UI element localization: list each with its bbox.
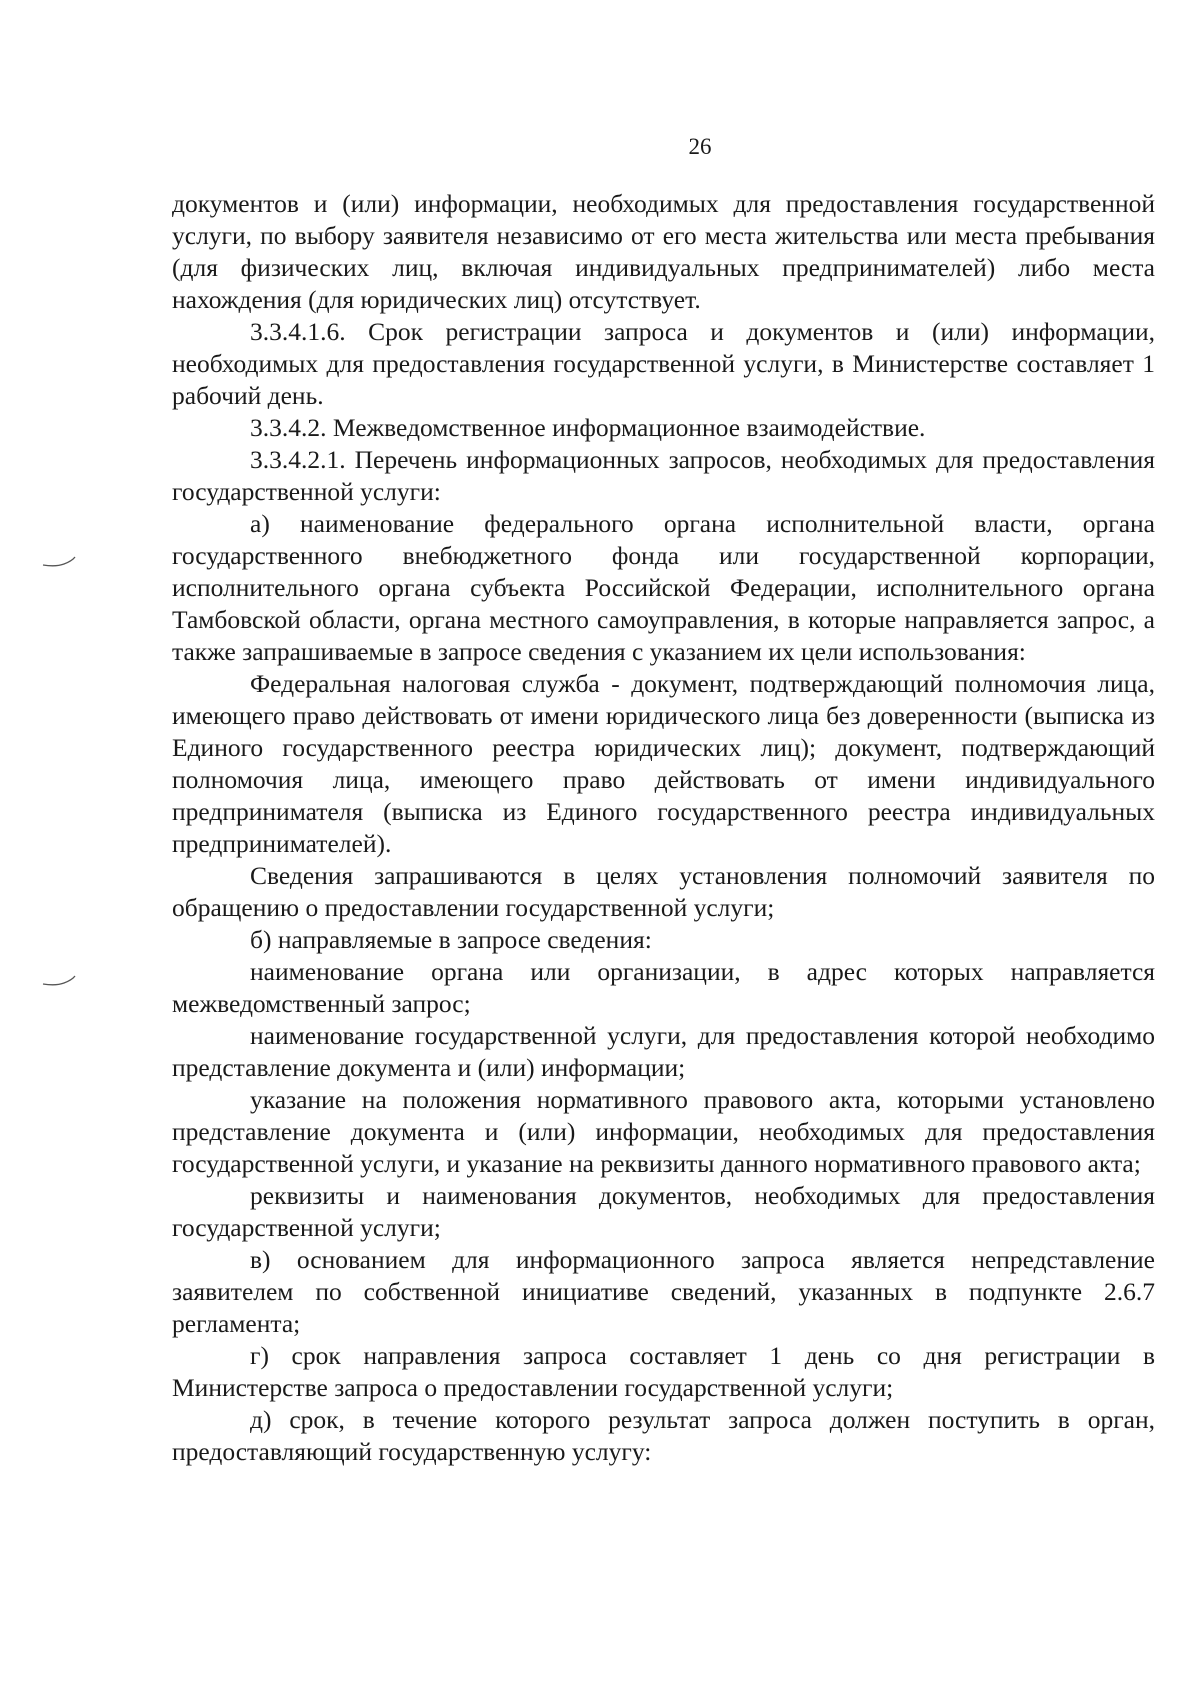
paragraph: наименование государственной услуги, для предоставления которой необходимо представление документа и (или) информации; bbox=[172, 1021, 1155, 1082]
paragraph: 3.3.4.1.6. Срок регистрации запроса и документов и (или) информации, необходимых для предоставления государственной услуги, в Министерстве составляет 1 рабочий день. bbox=[172, 317, 1155, 410]
document-body bbox=[172, 188, 1155, 1468]
paragraph: 3.3.4.2.1. Перечень информационных запросов, необходимых для предоставления государственной услуги: bbox=[172, 445, 1155, 506]
page-number: 26 bbox=[688, 134, 712, 159]
paragraph: д) срок, в течение которого результат запроса должен поступить в орган, предоставляющий государственную услугу: bbox=[172, 1405, 1155, 1466]
paragraph: Федеральная налоговая служба - документ, подтверждающий полномочия лица, имеющего право действовать от имени юридического лица без доверенности (выписка из Единого государственного реестра юридических лиц); документ, подтверждающий полномочия лица, имеющего право действовать от имени индивидуального предпринимателя (выписка из Единого государственного реестра индивидуальных предпринимателей). bbox=[172, 669, 1155, 858]
paragraph: документов и (или) информации, необходимых для предоставления государственной услуги, по выбору заявителя независимо от его места жительства или места пребывания (для физических лиц, включая индивидуальных предпринимателей) либо места нахождения (для юридических лиц) отсутствует. bbox=[172, 189, 1155, 314]
paragraph: а) наименование федерального органа исполнительной власти, органа государственного внебюджетного фонда или государственной корпорации, исполнительного органа субъекта Российской Федерации, исполнительного органа Тамбовской области, органа местного самоуправления, в которые направляется запрос, а также запрашиваемые в запросе сведения с указанием их цели использования: bbox=[172, 509, 1155, 666]
paragraph: наименование органа или организации, в адрес которых направляется межведомственный запрос; bbox=[172, 957, 1155, 1018]
margin-pen-mark bbox=[42, 975, 76, 987]
paragraph: г) срок направления запроса составляет 1 день со дня регистрации в Министерстве запроса о предоставлении государственной услуги; bbox=[172, 1341, 1155, 1402]
paragraph: Сведения запрашиваются в целях установления полномочий заявителя по обращению о предоставлении государственной услуги; bbox=[172, 861, 1155, 922]
margin-pen-mark bbox=[42, 556, 76, 568]
paragraph: в) основанием для информационного запроса является непредставление заявителем по собственной инициативе сведений, указанных в подпункте 2.6.7 регламента; bbox=[172, 1245, 1155, 1338]
paragraph: реквизиты и наименования документов, необходимых для предоставления государственной услуги; bbox=[172, 1181, 1155, 1242]
paragraph: указание на положения нормативного правового акта, которыми установлено представление документа и (или) информации, необходимых для предоставления государственной услуги, и указание на реквизиты данного нормативного правового акта; bbox=[172, 1085, 1155, 1178]
paragraph: б) направляемые в запросе сведения: bbox=[250, 925, 652, 954]
paragraph: 3.3.4.2. Межведомственное информационное взаимодействие. bbox=[250, 413, 926, 442]
